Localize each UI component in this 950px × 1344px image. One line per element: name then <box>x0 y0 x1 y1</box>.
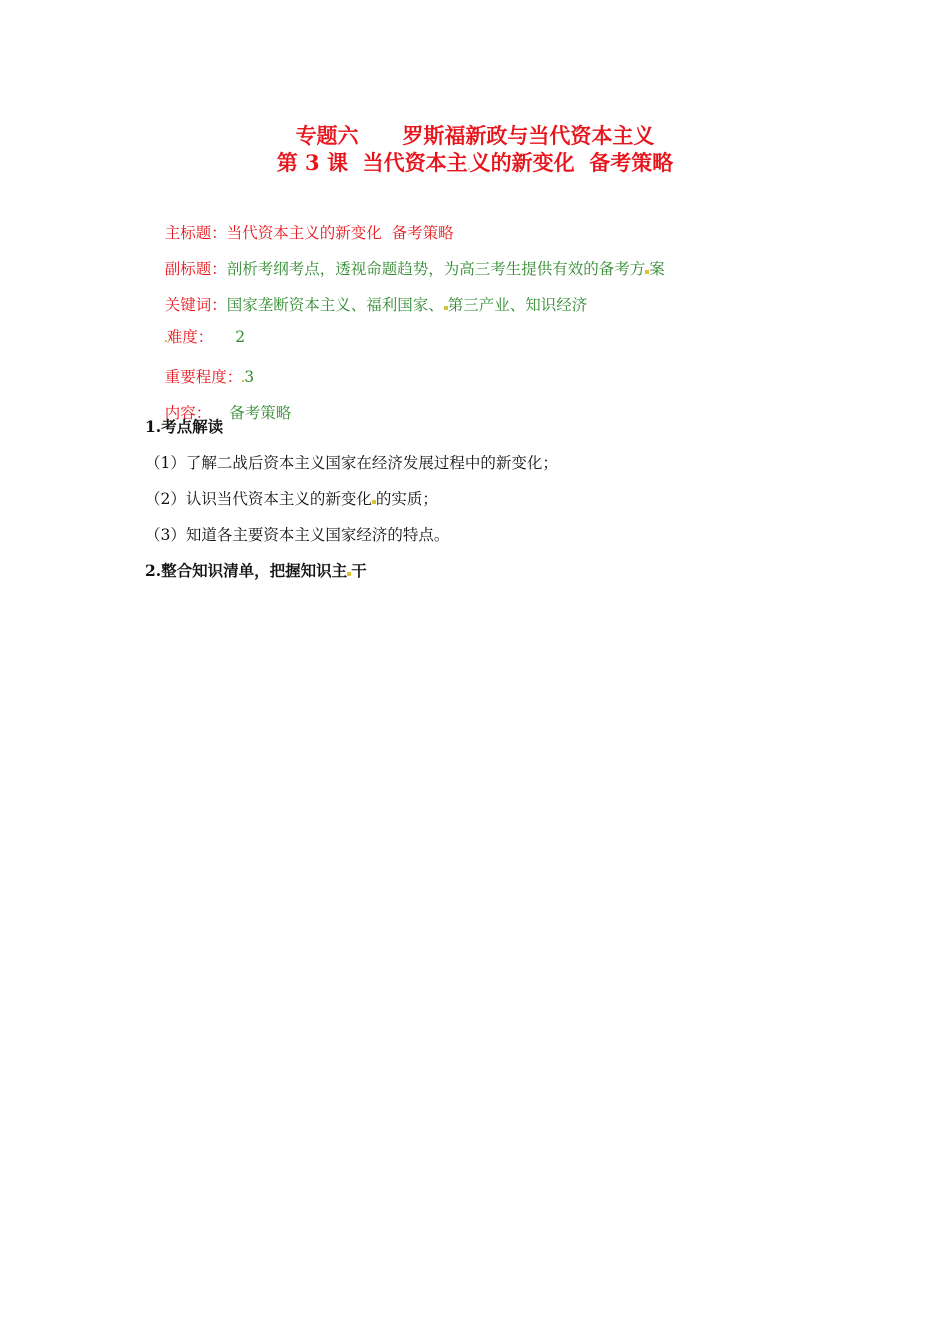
topic-title: 专题六 罗斯福新政与当代资本主义 <box>295 123 655 148</box>
importance-value: 3 <box>244 368 255 386</box>
section1-heading: 1.考点解读 <box>145 417 224 436</box>
section2-heading-text: 2.整合知识清单，把握知识主 <box>145 561 348 580</box>
main-title-value: 当代资本主义的新变化 备考策略 <box>226 224 454 242</box>
content-label: 内容： <box>164 404 212 422</box>
section2-heading-text-end: 干 <box>351 561 367 580</box>
lesson-title <box>0 149 950 177</box>
keywords-label: 关键词： <box>164 296 227 314</box>
keywords-value: 国家垄断资本主义、福利国家、 <box>226 296 444 314</box>
lesson-title-part2: 义的新变化 备考策略 <box>469 150 674 175</box>
keywords-value-end: 第三产业、知识经济 <box>447 296 588 314</box>
list-item-text-end: 的实质； <box>375 490 438 508</box>
difficulty-value: 2 <box>235 328 246 346</box>
subtitle-value: 剖析考纲考点，透视命题趋势，为高三考生提供有效的备考方 <box>226 260 646 278</box>
list-item-text: （2）认识当代资本主义的新变化 <box>145 490 372 508</box>
list-item <box>145 488 438 510</box>
difficulty-label: 难度： <box>166 328 214 346</box>
main-title-label: 主标题： <box>164 224 227 242</box>
importance-label: 重要程度： <box>164 368 243 386</box>
list-item: （3）知道各主要资本主义国家经济的特点。 <box>145 526 450 544</box>
lesson-title-part1: 第 3 课 当代资本主 <box>276 150 468 175</box>
list-item: （1）了解二战后资本主义国家在经济发展过程中的新变化； <box>145 454 558 472</box>
section2-heading <box>145 560 367 582</box>
content-value: 备考策略 <box>229 404 292 422</box>
subtitle-value-end: 案 <box>649 260 665 278</box>
subtitle-label: 副标题： <box>164 260 227 278</box>
